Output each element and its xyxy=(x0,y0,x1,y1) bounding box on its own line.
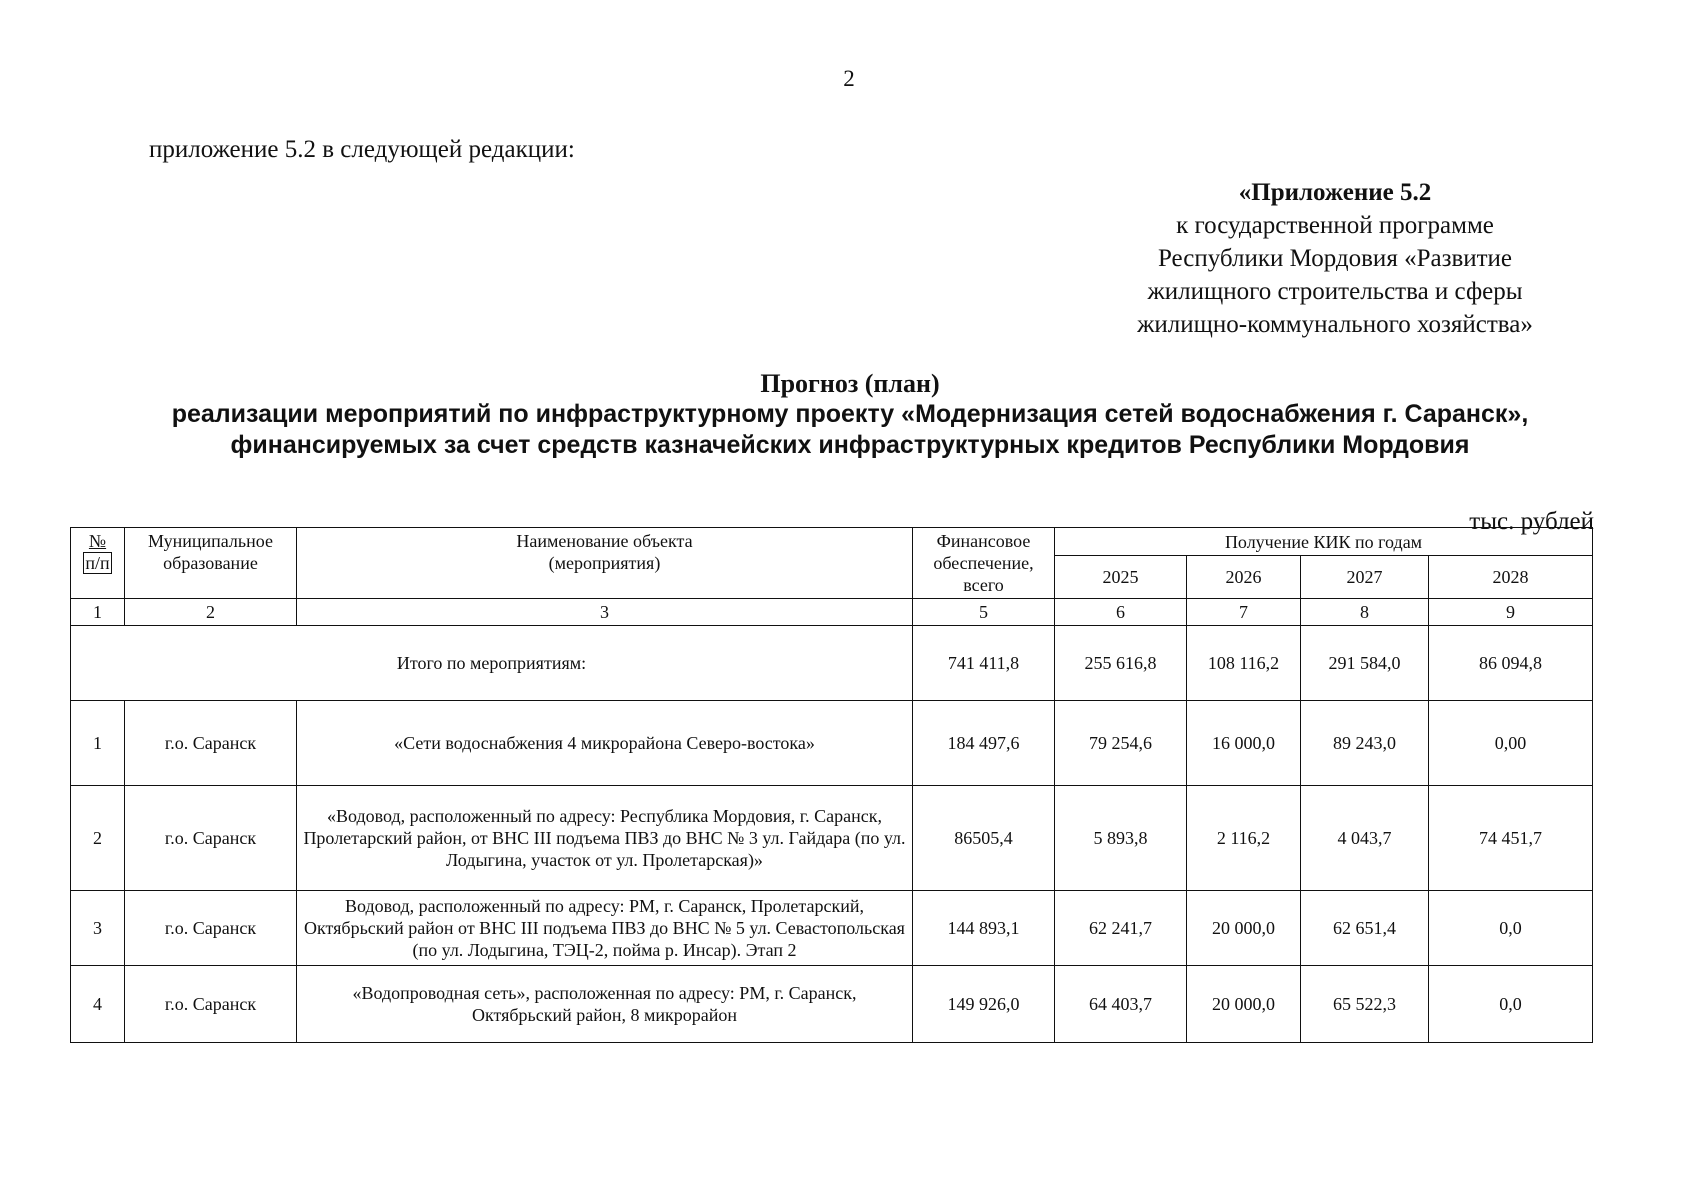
appendix-block xyxy=(1100,176,1570,341)
document-heading xyxy=(120,368,1580,461)
row-municipality: г.о. Саранск xyxy=(125,701,297,786)
header-year: 2028 xyxy=(1429,556,1593,599)
appendix-line: к государственной программе xyxy=(1176,212,1494,239)
row-2025: 64 403,7 xyxy=(1055,966,1187,1043)
header-financing: Финансовое обеспечение, всего xyxy=(913,528,1055,599)
row-2026: 16 000,0 xyxy=(1187,701,1301,786)
row-2028: 74 451,7 xyxy=(1429,786,1593,891)
intro-text: приложение 5.2 в следующей редакции: xyxy=(149,136,575,163)
row-object: Водовод, расположенный по адресу: РМ, г. Саранск, Пролетарский, Октябрьский район от ВНС III подъема ПВЗ до ВНС № 5 ул. Севастопольская (по ул. Лодыгина, ТЭЦ-2, пойма р. Инсар). Этап 2 xyxy=(297,891,913,966)
forecast-table xyxy=(70,527,1593,1043)
total-label: Итого по мероприятиям: xyxy=(71,626,913,701)
column-number: 1 xyxy=(71,599,125,626)
table-row xyxy=(71,701,1593,786)
row-2027: 4 043,7 xyxy=(1301,786,1429,891)
row-municipality: г.о. Саранск xyxy=(125,966,297,1043)
row-object: «Сети водоснабжения 4 микрорайона Северо-востока» xyxy=(297,701,913,786)
row-2027: 62 651,4 xyxy=(1301,891,1429,966)
table-row xyxy=(71,891,1593,966)
column-number: 6 xyxy=(1055,599,1187,626)
header-object-line-1: Наименование объекта xyxy=(516,531,693,551)
row-municipality: г.о. Саранск xyxy=(125,786,297,891)
row-2028: 0,00 xyxy=(1429,701,1593,786)
row-number: 1 xyxy=(71,701,125,786)
header-number-sign: № xyxy=(88,531,107,551)
column-number: 3 xyxy=(297,599,913,626)
row-2028: 0,0 xyxy=(1429,891,1593,966)
total-2028: 86 094,8 xyxy=(1429,626,1593,701)
column-number: 8 xyxy=(1301,599,1429,626)
row-financing: 144 893,1 xyxy=(913,891,1055,966)
row-object: «Водопроводная сеть», расположенная по адресу: РМ, г. Саранск, Октябрьский район, 8 микрорайон xyxy=(297,966,913,1043)
column-number: 7 xyxy=(1187,599,1301,626)
header-year: 2027 xyxy=(1301,556,1429,599)
column-number: 9 xyxy=(1429,599,1593,626)
appendix-title: «Приложение 5.2 xyxy=(1238,179,1432,206)
row-municipality: г.о. Саранск xyxy=(125,891,297,966)
row-2025: 79 254,6 xyxy=(1055,701,1187,786)
header-number-pp: п/п xyxy=(85,553,110,573)
header-object xyxy=(297,528,913,599)
row-financing: 149 926,0 xyxy=(913,966,1055,1043)
heading-line-1: реализации мероприятий по инфраструктурному проекту «Модернизация сетей водоснабжения г. Саранск», xyxy=(171,400,1529,428)
header-year: 2025 xyxy=(1055,556,1187,599)
heading-title: Прогноз (план) xyxy=(760,369,940,398)
header-kik-group: Получение КИК по годам xyxy=(1055,528,1593,556)
row-object: «Водовод, расположенный по адресу: Республика Мордовия, г. Саранск, Пролетарский район, от ВНС III подъема ПВЗ до ВНС № 3 ул. Гайдара (по ул. Лодыгина, участок от ул. Пролетарская)» xyxy=(297,786,913,891)
heading-line-2: финансируемых за счет средств казначейских инфраструктурных кредитов Республики Мордовия xyxy=(230,431,1470,459)
row-financing: 86505,4 xyxy=(913,786,1055,891)
header-number xyxy=(71,528,125,599)
total-financing: 741 411,8 xyxy=(913,626,1055,701)
header-year: 2026 xyxy=(1187,556,1301,599)
row-2027: 89 243,0 xyxy=(1301,701,1429,786)
row-number: 2 xyxy=(71,786,125,891)
row-2027: 65 522,3 xyxy=(1301,966,1429,1043)
units-label: тыс. рублей xyxy=(1469,508,1594,535)
appendix-line: Республики Мордовия «Развитие xyxy=(1157,245,1513,272)
total-2026: 108 116,2 xyxy=(1187,626,1301,701)
header-row xyxy=(71,528,1593,556)
column-number: 5 xyxy=(913,599,1055,626)
row-2028: 0,0 xyxy=(1429,966,1593,1043)
total-row xyxy=(71,626,1593,701)
row-2026: 20 000,0 xyxy=(1187,966,1301,1043)
total-2027: 291 584,0 xyxy=(1301,626,1429,701)
row-number: 4 xyxy=(71,966,125,1043)
total-2025: 255 616,8 xyxy=(1055,626,1187,701)
row-2025: 5 893,8 xyxy=(1055,786,1187,891)
appendix-line: жилищно-коммунального хозяйства» xyxy=(1137,311,1533,338)
row-2026: 2 116,2 xyxy=(1187,786,1301,891)
table-row xyxy=(71,966,1593,1043)
row-2025: 62 241,7 xyxy=(1055,891,1187,966)
appendix-line: жилищного строительства и сферы xyxy=(1147,278,1523,305)
column-number-row xyxy=(71,599,1593,626)
header-municipality: Муниципальное образование xyxy=(125,528,297,599)
column-number: 2 xyxy=(125,599,297,626)
page-number: 2 xyxy=(843,66,855,91)
row-number: 3 xyxy=(71,891,125,966)
header-object-line-2: (мероприятия) xyxy=(548,553,661,573)
table-row xyxy=(71,786,1593,891)
row-2026: 20 000,0 xyxy=(1187,891,1301,966)
row-financing: 184 497,6 xyxy=(913,701,1055,786)
